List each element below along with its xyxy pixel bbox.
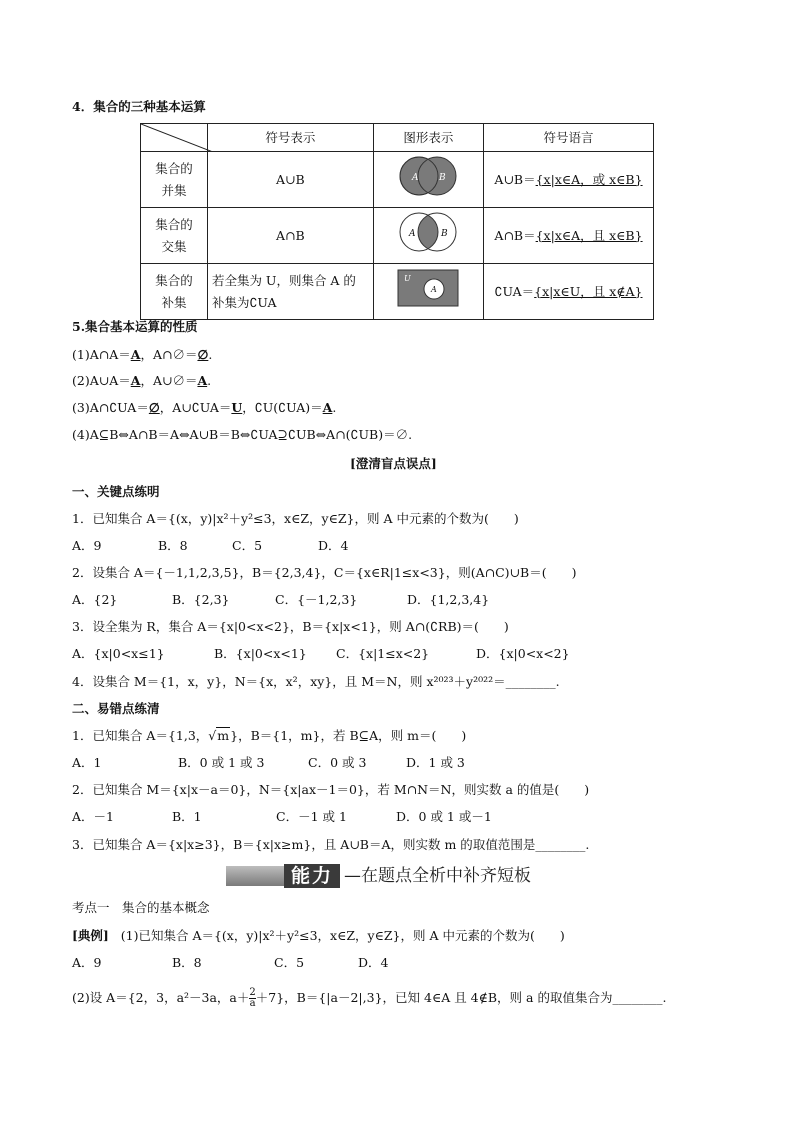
part-1-title: 一、关键点练明: [72, 484, 160, 499]
fraction-2-over-a: $\frac{2}{a}$: [249, 987, 256, 1009]
part-2-title: 二、易错点练清: [72, 701, 160, 716]
row-complement: [141, 264, 654, 320]
p2-question-1: 1．已知集合 A＝{1,3，√m}，B＝{1，m}，若 B⊆A，则 m＝( ): [72, 728, 467, 743]
svg-text:B: B: [441, 229, 449, 239]
svg-text:A: A: [409, 229, 416, 239]
svg-text:A: A: [431, 285, 438, 294]
complement-name: 集合的 补集: [141, 264, 208, 320]
header-symbol: 符号表示: [207, 124, 373, 152]
example-1-options: A．9 B．8 C．5 D．4: [72, 955, 389, 970]
example-2: (2)设 A＝{2，3，a²－3a，a＋ $\frac{2}{a}$ ＋7}，B＝{|a－2|,3}，已知 4∈A 且 4∉B，则 a 的取值集合为________.: [72, 987, 667, 1009]
row-union: [141, 152, 654, 208]
example-1: [典例] (1)已知集合 A＝{(x，y)|x²＋y²≤3，x∈Z，y∈Z}，则 A 中元素的个数为( ): [72, 928, 565, 943]
section-5-title: 5.集合基本运算的性质: [72, 319, 198, 334]
svg-text:U: U: [404, 274, 412, 283]
svg-text:A: A: [412, 173, 419, 183]
complement-language: ∁UA＝{x|x∈U，且 x∉A}: [484, 264, 654, 320]
table-corner-cell: [141, 124, 208, 152]
union-symbol: A∪B: [207, 152, 373, 208]
p1-question-2: 2．设集合 A＝{－1,1,2,3,5}，B＝{2,3,4}，C＝{x∈R|1≤x<3}，则(A∩C)∪B＝( ): [72, 565, 577, 580]
row-intersection: [141, 208, 654, 264]
header-language: 符号语言: [484, 124, 654, 152]
complement-venn: [373, 264, 483, 320]
intersection-name: 集合的 交集: [141, 208, 208, 264]
kaodian-title: 考点一 集合的基本概念: [72, 900, 210, 915]
p2-question-2: 2．已知集合 M＝{x|x－a＝0}，N＝{x|ax－1＝0}，若 M∩N＝N，则实数 a 的值是( ): [72, 782, 590, 797]
p2-q2-options: A．－1 B．1 C．－1 或 1 D．0 或 1 或－1: [72, 809, 492, 824]
p1-q1-options: A．9 B．8 C．5 D．4: [72, 538, 349, 553]
banner-tail: —在题点全析中补齐短板: [344, 866, 531, 886]
set-operations-table: [140, 123, 654, 320]
property-1: (1)A∩A＝A，A∩∅＝∅.: [72, 347, 213, 362]
union-name: 集合的 并集: [141, 152, 208, 208]
banner-bar: [226, 866, 284, 886]
property-4: (4)A⊆B⇔A∩B＝A⇔A∪B＝B⇔∁UA⊇∁UB⇔A∩(∁UB)＝∅.: [72, 427, 413, 442]
banner-label: 能力: [284, 864, 340, 888]
p1-question-1: 1．已知集合 A＝{(x，y)|x²＋y²≤3，x∈Z，y∈Z}，则 A 中元素的个数为( ): [72, 511, 519, 526]
intersection-venn: [373, 208, 483, 264]
p1-q2-options: A．{2} B．{2,3} C．{－1,2,3} D．{1,2,3,4}: [72, 592, 490, 607]
intersection-symbol: A∩B: [207, 208, 373, 264]
property-3: (3)A∩∁UA＝∅，A∪∁UA＝U，∁U(∁UA)＝A.: [72, 400, 337, 415]
ability-banner: [226, 860, 566, 890]
p1-question-4: 4．设集合 M＝{1，x，y}，N＝{x，x²，xy}，且 M＝N，则 x²⁰²³＋y²⁰²²＝________.: [72, 674, 560, 689]
svg-text:B: B: [439, 173, 447, 183]
union-language: A∪B＝{x|x∈A，或 x∈B}: [484, 152, 654, 208]
p2-question-3: 3．已知集合 A＝{x|x≥3}，B＝{x|x≥m}，且 A∪B＝A，则实数 m 的取值范围是________.: [72, 837, 590, 852]
p1-q3-options: A．{x|0<x≤1} B．{x|0<x<1} C．{x|1≤x<2} D．{x|0<x<2}: [72, 646, 570, 661]
union-venn: [373, 152, 483, 208]
complement-symbol: 若全集为 U，则集合 A 的 补集为∁UA: [207, 264, 373, 320]
property-2: (2)A∪A＝A，A∪∅＝A.: [72, 373, 212, 388]
header-graph: 图形表示: [373, 124, 483, 152]
section-4-title: 4．集合的三种基本运算: [72, 99, 206, 114]
intersection-language: A∩B＝{x|x∈A，且 x∈B}: [484, 208, 654, 264]
clarify-title: [澄清盲点误点]: [350, 456, 437, 471]
diagonal-line: [141, 124, 213, 152]
p2-q1-options: A．1 B．0 或 1 或 3 C．0 或 3 D．1 或 3: [72, 755, 465, 770]
p1-question-3: 3．设全集为 R，集合 A＝{x|0<x<2}，B＝{x|x<1}，则 A∩(∁RB)＝( ): [72, 619, 509, 634]
